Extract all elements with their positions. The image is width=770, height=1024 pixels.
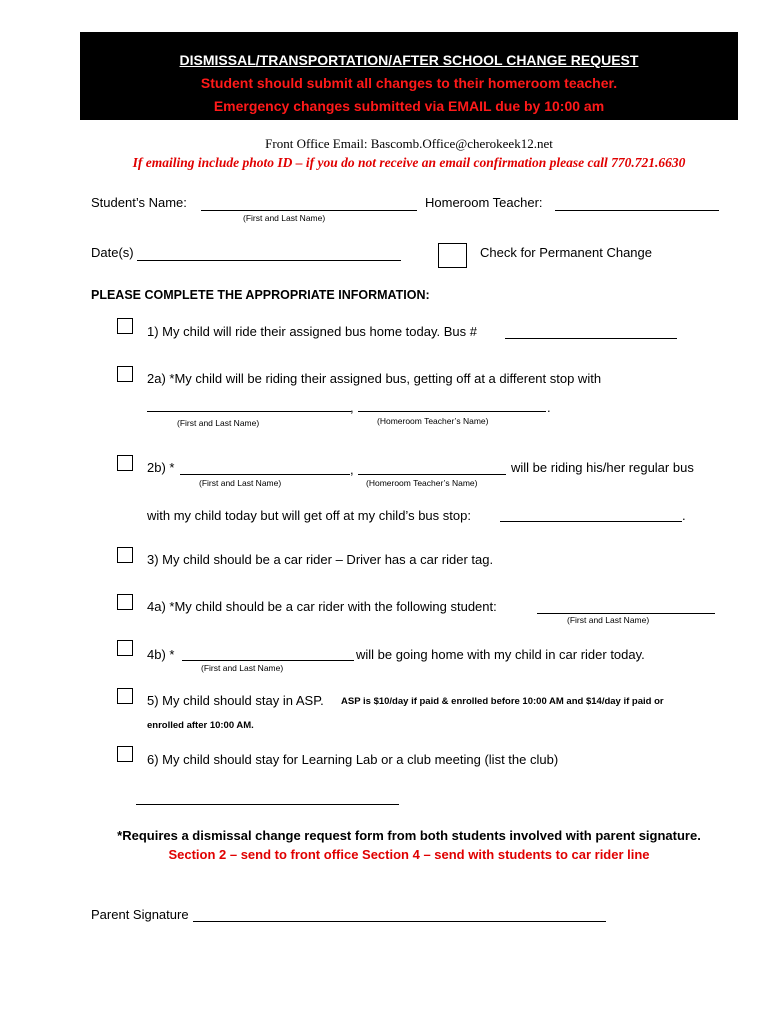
option-2b-line2: with my child today but will get off at my child’s bus stop: (147, 508, 471, 523)
option-4b-suffix: will be going home with my child in car rider today. (356, 647, 645, 662)
header-submit-note: Student should submit all changes to their homeroom teacher. (200, 75, 618, 91)
parent-signature-label: Parent Signature (91, 907, 189, 922)
option-2b-teacher-hint: (Homeroom Teacher’s Name) (366, 478, 478, 488)
requires-note: *Requires a dismissal change request form from both students involved with parent signature. (117, 828, 701, 843)
option-2a-teacher-field[interactable] (358, 411, 546, 412)
option-4b-name-field[interactable] (182, 660, 354, 661)
club-name-field[interactable] (136, 804, 399, 805)
option-6-checkbox[interactable] (117, 746, 133, 762)
homeroom-teacher-label: Homeroom Teacher: (425, 195, 543, 210)
asp-fee-note: ASP is $10/day if paid & enrolled before 10:00 AM and $14/day if paid or (341, 696, 664, 707)
option-2b-teacher-field[interactable] (358, 474, 506, 475)
option-2a-name-hint: (First and Last Name) (177, 418, 260, 428)
option-1-text: 1) My child will ride their assigned bus home today. Bus # (147, 324, 477, 339)
asp-fee-note-line2: enrolled after 10:00 AM. (147, 720, 254, 731)
photo-id-note: If emailing include photo ID – if you do not receive an email confirmation please call 770.721.6630 (132, 155, 686, 170)
sections-note: Section 2 – send to front office Section 4 – send with students to car rider line (168, 847, 650, 862)
students-name-label: Student’s Name: (91, 195, 187, 210)
option-5-checkbox[interactable] (117, 688, 133, 704)
bus-number-field[interactable] (505, 338, 677, 339)
form-title: DISMISSAL/TRANSPORTATION/AFTER SCHOOL CHANGE REQUEST (179, 52, 639, 68)
students-name-field[interactable] (201, 210, 417, 211)
comma-separator: , (350, 462, 354, 477)
option-6-text: 6) My child should stay for Learning Lab or a club meeting (list the club) (147, 752, 559, 767)
option-3-checkbox[interactable] (117, 547, 133, 563)
option-4b-prefix: 4b) * (147, 647, 175, 662)
option-2b-name-field[interactable] (180, 474, 350, 475)
option-5-text: 5) My child should stay in ASP. (147, 693, 324, 708)
option-4b-hint: (First and Last Name) (201, 663, 284, 673)
homeroom-teacher-field[interactable] (555, 210, 719, 211)
instructions-heading: PLEASE COMPLETE THE APPROPRIATE INFORMATION: (91, 288, 430, 302)
option-1-checkbox[interactable] (117, 318, 133, 334)
option-2a-text: 2a) *My child will be riding their assigned bus, getting off at a different stop with (147, 371, 602, 386)
permanent-change-checkbox[interactable] (438, 243, 467, 268)
option-4a-checkbox[interactable] (117, 594, 133, 610)
option-2b-suffix: will be riding his/her regular bus (511, 460, 694, 475)
option-2b-checkbox[interactable] (117, 455, 133, 471)
permanent-change-label: Check for Permanent Change (480, 245, 652, 260)
option-3-text: 3) My child should be a car rider – Driver has a car rider tag. (147, 552, 494, 567)
parent-signature-field[interactable] (193, 921, 606, 922)
option-2a-name-field[interactable] (147, 411, 351, 412)
option-2a-teacher-hint: (Homeroom Teacher’s Name) (377, 416, 489, 426)
option-4a-hint: (First and Last Name) (567, 615, 650, 625)
option-4b-checkbox[interactable] (117, 640, 133, 656)
option-2b-prefix: 2b) * (147, 460, 175, 475)
option-2a-checkbox[interactable] (117, 366, 133, 382)
students-name-hint: (First and Last Name) (243, 213, 326, 223)
period-separator: . (682, 508, 686, 523)
option-4a-text: 4a) *My child should be a car rider with the following student: (147, 599, 497, 614)
option-4a-student-field[interactable] (537, 613, 715, 614)
office-email: Front Office Email: Bascomb.Office@cherokeek12.net (265, 136, 553, 151)
dates-field[interactable] (137, 260, 401, 261)
comma-separator: , (350, 400, 354, 415)
period-separator: . (547, 400, 551, 415)
form-header (80, 32, 738, 120)
option-2b-name-hint: (First and Last Name) (199, 478, 282, 488)
bus-stop-field[interactable] (500, 521, 682, 522)
dates-label: Date(s) (91, 245, 134, 260)
header-emergency-note: Emergency changes submitted via EMAIL due by 10:00 am (213, 98, 605, 114)
